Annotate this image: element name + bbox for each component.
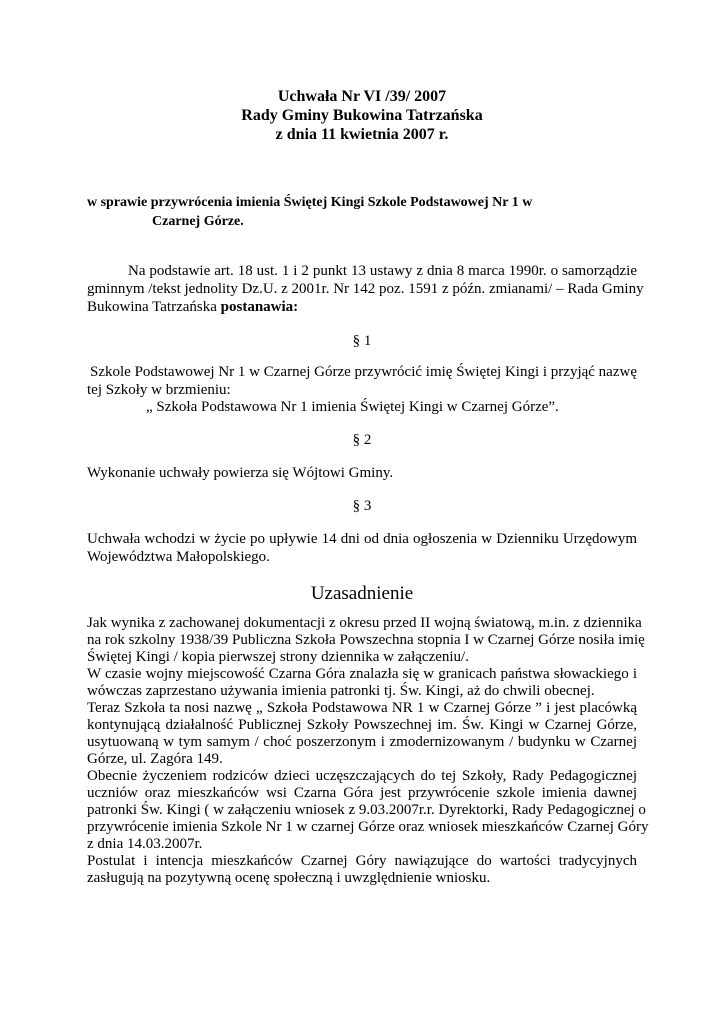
resolution-date: z dnia 11 kwietnia 2007 r.	[275, 126, 449, 143]
school-name-quote: „ Szkoła Podstawowa Nr 1 imienia Świętej Kingi w Czarnej Górze”.	[146, 399, 559, 415]
preamble-plain: Bukowina Tatrzańska	[87, 299, 221, 315]
section-1-line-2: tej Szkoły w brzmieniu:	[87, 382, 231, 398]
justification-heading: Uzasadnienie	[310, 583, 414, 604]
section-3-line-2: Województwa Małopolskiego.	[87, 549, 270, 565]
justification-line: uczniów oraz mieszkańców wsi Czarna Góra jest przywrócenie szkole imienia dawnej	[87, 785, 637, 801]
justification-line: kontynującą działalność Publicznej Szkoły Powszechnej im. Św. Kingi w Czarnej Górze,	[87, 717, 637, 733]
section-3-line-1: Uchwała wchodzi w życie po upływie 14 dni od dnia ogłoszenia w Dzienniku Urzędowym	[87, 531, 637, 547]
preamble-line-2: gminnym /tekst jednolity Dz.U. z 2001r. Nr 142 poz. 1591 z późn. zmianami/ – Rada Gminy	[87, 281, 644, 297]
justification-line: Jak wynika z zachowanej dokumentacji z okresu przed II wojną światową, m.in. z dziennika	[87, 615, 642, 631]
justification-line: patronki Św. Kingi ( w załączeniu wniosek z 9.03.2007r.r. Dyrektorki, Rady Pedagogicznej o	[87, 802, 646, 818]
resolution-number: Uchwała Nr VI /39/ 2007	[277, 88, 447, 105]
preamble-line-3	[87, 299, 298, 316]
justification-line: Teraz Szkoła ta nosi nazwę „ Szkoła Podstawowa NR 1 w Czarnej Górze ” i jest placówką	[87, 700, 637, 716]
justification-body	[87, 615, 649, 887]
subject-line-2: Czarnej Górze.	[152, 214, 244, 229]
justification-line: na rok szkolny 1938/39 Publiczna Szkoła Powszechna stopnia I w Czarnej Górze nosiła imię	[87, 632, 645, 648]
section-1-line-1: Szkole Podstawowej Nr 1 w Czarnej Górze przywrócić imię Świętej Kingi i przyjąć nazwę	[90, 364, 637, 380]
section-2-line-1: Wykonanie uchwały powierza się Wójtowi Gminy.	[87, 465, 394, 481]
justification-line: z dnia 14.03.2007r.	[87, 836, 203, 852]
council-name: Rady Gminy Bukowina Tatrzańska	[241, 107, 483, 124]
justification-line: przywrócenie imienia Szkole Nr 1 w czarnej Górze oraz wniosek mieszkańców Czarnej Góry	[87, 819, 649, 835]
preamble-bold: postanawia:	[220, 299, 299, 315]
justification-line: wówczas zaprzestano używania imienia patronki tj. Św. Kingi, aż do chwili obecnej.	[87, 683, 595, 699]
justification-line: Postulat i intencja mieszkańców Czarnej Góry nawiązujące do wartości tradycyjnych	[87, 853, 637, 869]
section-2-symbol: § 2	[352, 432, 372, 448]
section-3-symbol: § 3	[352, 498, 372, 514]
section-1-symbol: § 1	[352, 333, 372, 349]
subject-line-1: w sprawie przywrócenia imienia Świętej Kingi Szkole Podstawowej Nr 1 w	[87, 195, 533, 210]
justification-line: zasługują na pozytywną ocenę społeczną i uwzględnienie wniosku.	[87, 870, 491, 886]
justification-line: usytuowaną w tym samym / choć poszerzonym i zmodernizowanym / budynku w Czarnej	[87, 734, 637, 750]
justification-line: Górze, ul. Zagóra 149.	[87, 751, 223, 767]
justification-line: W czasie wojny miejscowość Czarna Góra znalazła się w granicach państwa słowackiego i	[87, 666, 637, 682]
justification-line: Obecnie życzeniem rodziców dzieci uczęszczających do tej Szkoły, Rady Pedagogicznej	[87, 768, 637, 784]
preamble-line-1: Na podstawie art. 18 ust. 1 i 2 punkt 13 ustawy z dnia 8 marca 1990r. o samorządzie	[128, 263, 637, 279]
justification-line: Świętej Kingi / kopia pierwszej strony dziennika w załączeniu/.	[87, 649, 469, 665]
